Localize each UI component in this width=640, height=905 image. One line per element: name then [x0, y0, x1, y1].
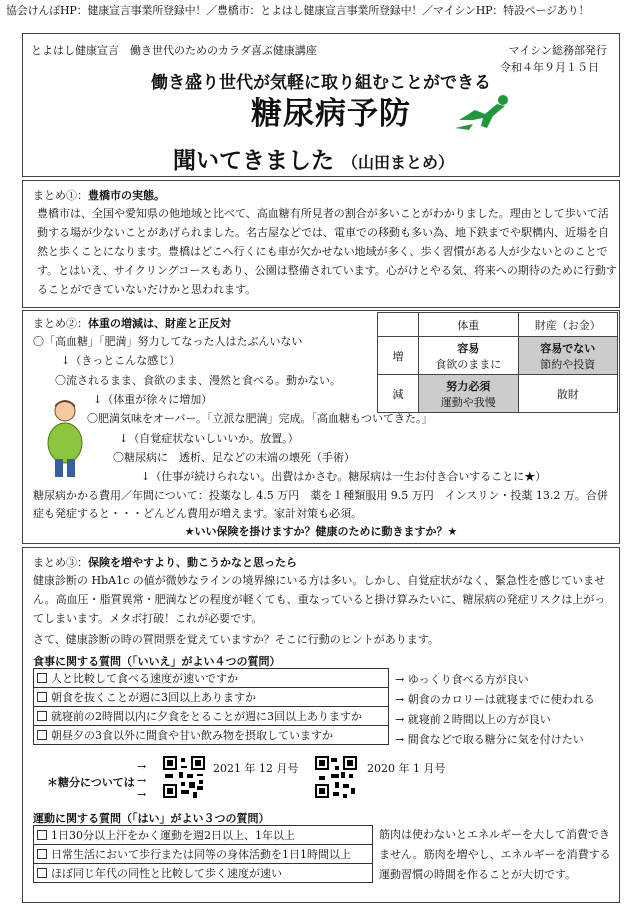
food-question: 就寝前の2時間以内に夕食をとることが週に3回以上ありますか	[34, 707, 389, 726]
flow-line: ↓（仕事が続けられない。出費はかさむ。糖尿病は一生お付き合いすることに★）	[141, 470, 547, 483]
cost-info: 糖尿病かかる費用／年間について：投薬なし 4.5 万円 薬を１種類服用 9.5 万円 インスリン・投薬 13.2 万。合併症も発症すると・・・どんどん費用が増えます。家計対策も必須。	[33, 489, 608, 520]
checkbox-icon[interactable]	[37, 692, 47, 702]
qr-label: 2020 年 1 月号	[367, 762, 446, 775]
exercise-note: 筋肉は使わないとエネルギーを大して消費できません。筋肉を増やし、エネルギーを消費する運動習慣の時間を作ることが大切です。	[379, 828, 611, 881]
table-header: 財産（お金）	[518, 313, 618, 337]
flow-line: ↓（自覚症状ないしいいか。放置。）	[119, 432, 299, 445]
summary-3	[22, 547, 620, 903]
flow-line: 〇「高血糖」「肥満」努力してなった人はたぶんいない	[33, 335, 303, 348]
top-notice: 協会けんぽHP：健康宣言事業所登録中！／豊橋市：とよはし健康宣言事業所登録中！／マイシンHP：特設ページあり！	[6, 4, 590, 17]
issuer: マイシン総務部発行	[508, 44, 607, 57]
exercise-question: 1日30分以上汗をかく運動を週2日以上、1年以上	[34, 826, 373, 845]
running-figure-icon	[453, 90, 519, 134]
summary-1	[22, 180, 620, 308]
checkbox-icon[interactable]	[37, 830, 47, 840]
exercise-question: ほぼ同じ年代の同性と比較して歩く速度が速い	[34, 864, 373, 883]
food-question-title: 食事に関する質問（「いいえ」がよい４つの質問）	[33, 655, 281, 668]
food-advice: → 間食などで取る糖分に気を付けたい	[395, 733, 584, 746]
issue-date: 令和４年９月１５日	[500, 61, 599, 74]
food-advice: → 朝食のカロリーは就寝までに使われる	[395, 693, 595, 706]
qr-label: 2021 年 12 月号	[213, 762, 299, 775]
food-question: 朝食を抜くことが週に3回以上ありますか	[34, 688, 389, 707]
summary-3-title: まとめ③：保険を増やすより、動こうかなと思ったら	[33, 556, 297, 569]
food-advice: → ゆっくり食べる方が良い	[395, 673, 529, 686]
flow-line: 〇流されるまま、食欲のまま、漫然と食べる。動かない。	[55, 374, 341, 387]
arrow: →	[137, 760, 147, 773]
slogan: ★いい保険を掛けますか？健康のために動きますか？★	[184, 525, 458, 538]
checkbox-icon[interactable]	[37, 849, 47, 859]
exercise-question-title: 運動に関する質問（「はい」がよい３つの質問）	[33, 812, 270, 825]
weight-vs-money-table	[377, 312, 618, 413]
qr-code-icon[interactable]	[163, 756, 205, 798]
table-header: 体重	[419, 313, 519, 337]
flow-line: ↓（きっとこんな感じ）	[61, 354, 181, 367]
table-cell: 容易でない 節約や投資	[518, 337, 618, 375]
summary-2	[22, 310, 620, 544]
main-title: 糖尿病予防	[251, 96, 411, 132]
flow-line: 〇糖尿病に 透析、足などの末端の壊死（手術）	[113, 451, 355, 464]
sugar-label: ＊糖分については	[47, 776, 135, 789]
checkbox-icon[interactable]	[37, 868, 47, 878]
summary-1-body: 豊橋市は、全国や愛知県の他地域と比べて、高血糖有所見者の割合が多いことがわかりました。理由として歩いて活動する場が少ないことがあげられました。名古屋などでは、電車での移動も多い為、地下鉄までや駅構内、近場を自然と歩くことになります。豊橋はどこへ行くにも車が欠かせない地域が多く、歩く習慣がある人が少ないとのことです。とはいえ、サイクリングコースもあり、公園は整備されています。心がけとやる気、将来への期待のために行動することができていないだけかと思われます。	[37, 207, 617, 296]
checkbox-icon[interactable]	[37, 711, 47, 721]
arrow: →	[137, 788, 147, 801]
summary-1-title: まとめ①：豊橋市の実態。	[33, 189, 165, 202]
table-cell: 散財	[518, 375, 618, 413]
series-name: とよはし健康宣言 働き世代のためのカラダ喜ぶ健康講座	[31, 44, 317, 57]
header-box	[22, 33, 620, 177]
summary-3-body: 健康診断の HbA1c の値が微妙なラインの境界線にいる方は多い。しかし、自覚症状がなく、緊急性を感じていません。高血圧・脂質異常・肥満などの程度が軽くても、重なっていると掛け算みたいに、糖尿病の発症リスクは上がってしまいます。メタボ打破！これが必要です。	[33, 574, 606, 625]
food-advice: → 就寝前２時間以上の方が良い	[395, 713, 551, 726]
exercise-questions	[33, 825, 373, 883]
table-cell: 容易 食欲のままに	[419, 337, 519, 375]
row-header: 減	[378, 375, 419, 413]
qr-code-icon[interactable]	[315, 756, 357, 798]
flow-line: ↓（体重が徐々に増加）	[93, 393, 213, 406]
checkbox-icon[interactable]	[37, 673, 47, 683]
food-question: 人と比較して食べる速度が速いですか	[34, 669, 389, 688]
row-header: 増	[378, 337, 419, 375]
report-heading: 聞いてきました （山田まとめ）	[173, 148, 455, 174]
overweight-person-icon	[41, 397, 87, 481]
summary-2-title: まとめ②：体重の増減は、財産と正反対	[33, 317, 231, 330]
table-cell: 努力必須 運動や我慢	[419, 375, 519, 413]
arrow: →	[137, 774, 147, 787]
food-questions	[33, 668, 389, 745]
exercise-question: 日常生活において歩行または同等の身体活動を1日1時間以上	[34, 845, 373, 864]
flow-line: 〇肥満気味をオーバー。「立派な肥満」完成。「高血糖もついてきた。」	[87, 412, 433, 425]
subtitle: 働き盛り世代が気軽に取り組むことができる	[151, 73, 491, 93]
checkbox-icon[interactable]	[37, 730, 47, 740]
food-question: 朝昼夕の3食以外に間食や甘い飲み物を摂取していますか	[34, 726, 389, 745]
hint-text: さて、健康診断の時の質問票を覚えていますか？そこに行動のヒントがあります。	[33, 633, 439, 646]
